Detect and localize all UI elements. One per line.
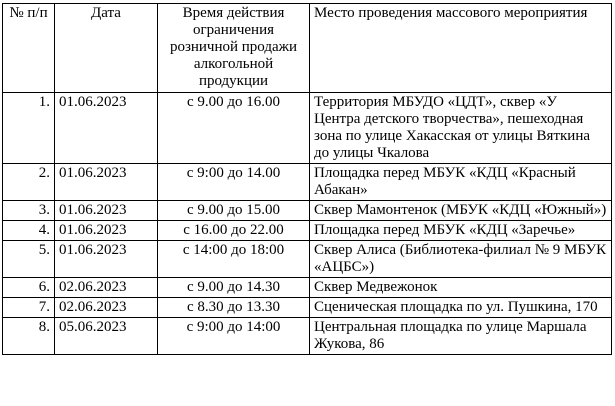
row-date: 05.06.2023 <box>55 318 158 355</box>
row-date: 01.06.2023 <box>55 93 158 164</box>
header-event-place: Место проведения массового мероприятия <box>310 4 612 93</box>
row-date: 01.06.2023 <box>55 201 158 221</box>
row-time: с 9:00 до 14.00 <box>158 164 310 201</box>
header-number: № п/п <box>3 4 55 93</box>
table-row <box>3 93 612 164</box>
row-date: 01.06.2023 <box>55 221 158 241</box>
row-place: Сквер Алиса (Библиотека-филиал № 9 МБУК «АЦБС») <box>310 241 612 278</box>
row-place: Территория МБУДО «ЦДТ», сквер «У Центра детского творчества», пешеходная зона по улице Хакасская от улицы Вяткина до улицы Чкалова <box>310 93 612 164</box>
table-row <box>3 318 612 355</box>
table-row <box>3 241 612 278</box>
row-time: с 9:00 до 14:00 <box>158 318 310 355</box>
row-time: с 16.00 до 22.00 <box>158 221 310 241</box>
events-table <box>2 3 612 355</box>
row-place: Площадка перед МБУК «КДЦ «Красный Абакан» <box>310 164 612 201</box>
row-time: с 14:00 до 18:00 <box>158 241 310 278</box>
row-place: Сквер Мамонтенок (МБУК «КДЦ «Южный») <box>310 201 612 221</box>
table-row <box>3 221 612 241</box>
row-number: 1. <box>3 93 55 164</box>
header-date: Дата <box>55 4 158 93</box>
row-place: Сценическая площадка по ул. Пушкина, 170 <box>310 298 612 318</box>
row-number: 7. <box>3 298 55 318</box>
row-date: 02.06.2023 <box>55 298 158 318</box>
table-row <box>3 201 612 221</box>
row-place: Центральная площадка по улице Маршала Жукова, 86 <box>310 318 612 355</box>
header-restriction-time: Время действия ограничения розничной продажи алкогольной продукции <box>158 4 310 93</box>
row-number: 3. <box>3 201 55 221</box>
row-time: с 8.30 до 13.30 <box>158 298 310 318</box>
row-number: 5. <box>3 241 55 278</box>
row-place: Площадка перед МБУК «КДЦ «Заречье» <box>310 221 612 241</box>
table-row <box>3 164 612 201</box>
row-time: с 9.00 до 16.00 <box>158 93 310 164</box>
row-date: 02.06.2023 <box>55 278 158 298</box>
row-place: Сквер Медвежонок <box>310 278 612 298</box>
row-number: 8. <box>3 318 55 355</box>
table-row <box>3 278 612 298</box>
table-header-row <box>3 4 612 93</box>
row-time: с 9.00 до 15.00 <box>158 201 310 221</box>
row-date: 01.06.2023 <box>55 241 158 278</box>
row-number: 2. <box>3 164 55 201</box>
table-row <box>3 298 612 318</box>
row-number: 4. <box>3 221 55 241</box>
row-number: 6. <box>3 278 55 298</box>
row-date: 01.06.2023 <box>55 164 158 201</box>
row-time: с 9.00 до 14.30 <box>158 278 310 298</box>
